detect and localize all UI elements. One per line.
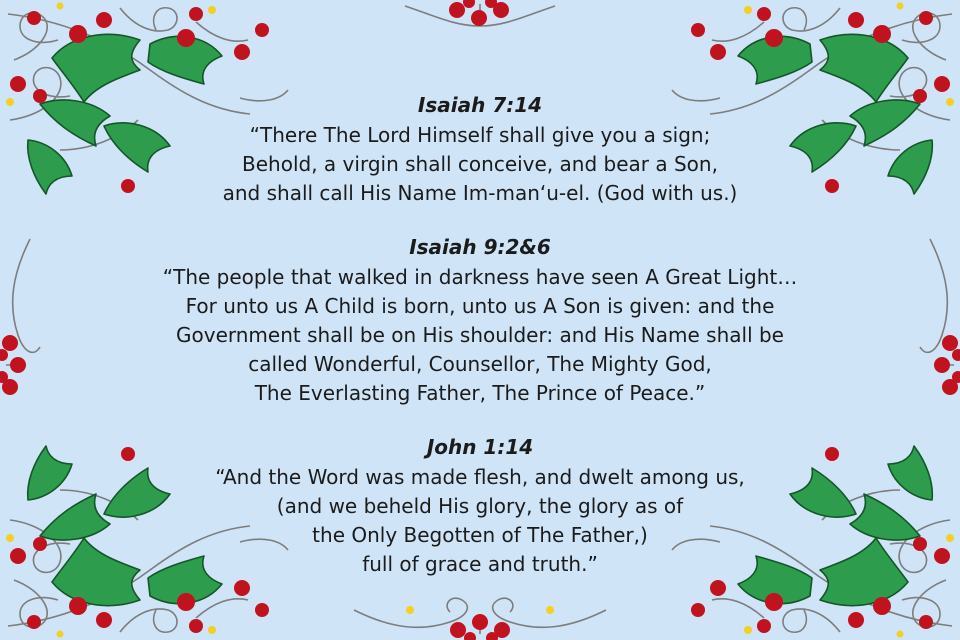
verse-line: Government shall be on His shoulder: and His Name shall be [176,323,784,347]
verse-line: the Only Begotten of The Father,) [312,523,648,547]
verse-reference: Isaiah 9:2&6 [409,235,551,259]
verse-block [120,434,840,579]
verse-line: full of grace and truth.” [362,552,598,576]
verse-line: Behold, a virgin shall conceive, and bear a Son, [242,152,718,176]
verse-block [120,92,840,208]
berry-cluster-decoration-top [395,0,565,46]
verse-line: and shall call His Name Im-man‘u-el. (God with us.) [222,181,738,205]
verse-reference: John 1:14 [426,435,534,459]
verse-line: “There The Lord Himself shall give you a sign; [249,123,711,147]
berry-flourish-decoration-bottom [350,588,610,640]
scripture-text-block [120,92,840,579]
verse-block [120,234,840,408]
verse-reference: Isaiah 7:14 [417,93,543,117]
verse-line: “The people that walked in darkness have seen A Great Light… [162,265,798,289]
berry-flourish-decoration-left [0,235,46,405]
verse-line: called Wonderful, Counsellor, The Mighty God, [248,352,712,376]
verse-line: (and we beheld His glory, the glory as of [276,494,684,518]
verse-line: “And the Word was made flesh, and dwelt among us, [215,465,745,489]
berry-flourish-decoration-right [914,235,960,405]
verse-line: The Everlasting Father, The Prince of Peace.” [254,381,706,405]
verse-line: For unto us A Child is born, unto us A Son is given: and the [185,294,775,318]
